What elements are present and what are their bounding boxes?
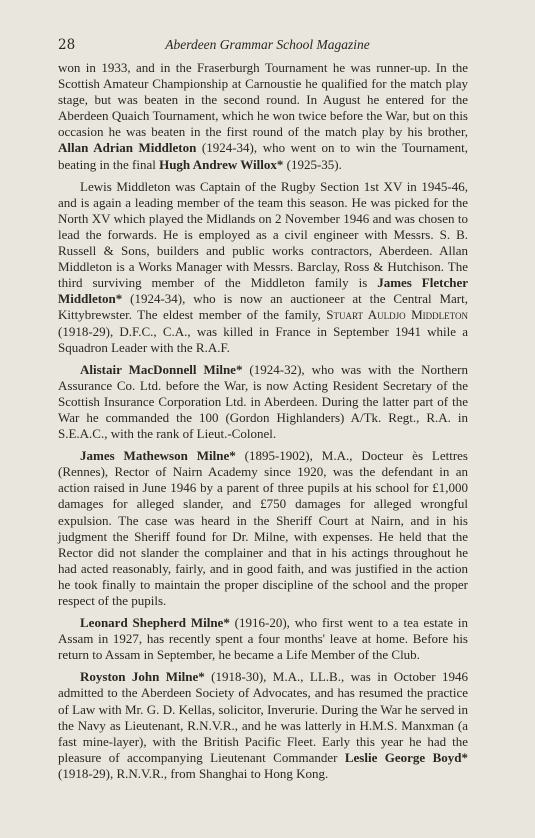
person-name-smallcaps: Stuart Auldjo Middleton (326, 307, 468, 323)
paragraph-2 (58, 179, 468, 356)
person-name: Leslie George Boyd* (344, 749, 468, 765)
person-name: Alistair MacDonnell Milne* (80, 361, 243, 377)
paragraph-1 (58, 60, 468, 173)
text-run: Lewis Middleton was Captain of the Rugby Section 1st XV in 1945-46, and is again a leading member of the team this season. He was picked for the North XV which played the Midlands on 2 November 1946 and was chosen to lead the forwards. He is employed as a civil engineer with Messrs. S. B. Russell & Sons, builders and public works contractors, Aberdeen. Allan Middleton is a Works Manager with Messrs. Barclay, Ross & Hutchison. The third surviving member of the Middleton family is (58, 178, 468, 291)
text-run: won in 1933, and in the Fraserburgh Tournament he was runner-up. In the Scottish Amateur Championship at Carnoustie he qualified for the match play stage, but was beaten in the second round. In August he entered for the Aberdeen Quaich Tournament, which he won twice before the War, but on this occasion he was beaten in the first round of the match play by his brother, (58, 60, 468, 140)
text-run: (1924-32), who was with the Northern Assurance Co. Ltd. before the War, is now Acting Resident Secretary of the Scottish Insurance Corporation Ltd. in Aberdeen. During the latter part of the War he commanded the 100 (Gordon Highlanders) A/Tk. Regt., R.A. in S.E.A.C., with the rank of Lieut.-Colonel. (58, 361, 468, 442)
running-title: Aberdeen Grammar School Magazine (165, 37, 370, 52)
paragraph-3 (58, 362, 468, 442)
page-header (0, 37, 535, 57)
person-name: Leonard Shepherd Milne* (80, 615, 230, 631)
article-body (58, 60, 468, 788)
text-run: (1924-34), who is now an auctioneer at the Central Mart, Kittybrewster. The eldest member of the family, (58, 291, 468, 323)
page-number: 28 (58, 37, 76, 53)
person-name: Allan Adrian Middleton (58, 140, 197, 156)
text-run: (1918-29), R.N.V.R., from Shanghai to Hong Kong. (58, 765, 329, 781)
person-name: James Fletcher Middleton* (58, 275, 468, 307)
text-run: (1925-35). (283, 156, 342, 172)
text-run: (1918-29), D.F.C., C.A., was killed in France in September 1941 while a Squadron Leader with the R.A.F. (58, 323, 468, 355)
person-name: Royston John Milne* (80, 669, 205, 685)
text-run: (1895-1902), M.A., Docteur ès Lettres (Rennes), Rector of Nairn Academy since 1920, was the defendant in an action raised in June 1946 by a parent of three pupils at his school for £1,000 damages for alleged slander, and £750 damages for alleged wrongful expulsion. The case was heard in the Sheriff Court at Nairn, and in his judgment the Sheriff found for Dr. Milne, with expenses. He held that the Rector did not slander the complainer and that in his actings throughout he had acted reasonably, fairly, and in good faith, and was justified in the action he took finally to maintain the proper discipline of the school and the proper respect of the pupils. (58, 448, 468, 608)
text-run: (1916-20), who first went to a tea estate in Assam in 1927, has recently spent a four months' leave at home. Before his return to Assam in September, he became a Life Member of the Club. (58, 615, 469, 663)
paragraph-6 (58, 669, 468, 782)
person-name: James Mathewson Milne* (80, 448, 236, 464)
paragraph-5 (58, 615, 468, 663)
paragraph-4 (58, 448, 468, 609)
text-run: (1924-34), who went on to win the Tournament, beating in the final (58, 140, 469, 172)
text-run: (1918-30), M.A., LL.B., was in October 1946 admitted to the Aberdeen Society of Advocates, and has resumed the practice of Law with Mr. G. D. Kellas, solicitor, Inverurie. During the War he served in the Navy as Lieutenant, R.N.V.R., and he was latterly in H.M.S. Manxman (a fast mine-layer), with the British Pacific Fleet. Early this year he had the pleasure of accompanying Lieutenant Commander (58, 669, 468, 765)
person-name: Hugh Andrew Willox* (159, 156, 284, 172)
